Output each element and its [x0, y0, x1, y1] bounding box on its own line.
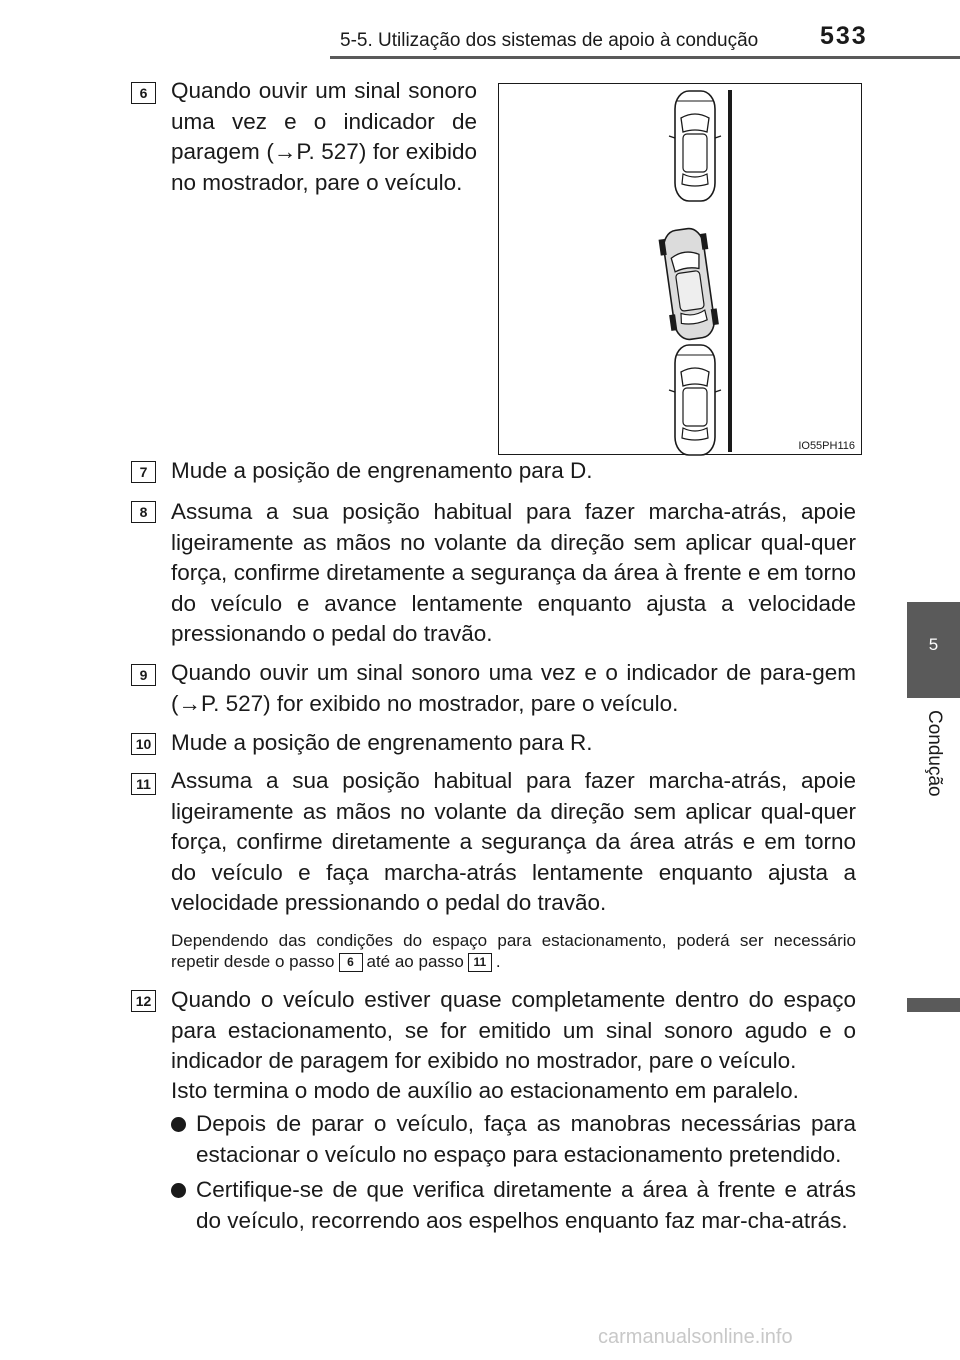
watermark: carmanualsonline.info: [598, 1326, 793, 1348]
section-title: 5-5. Utilização dos sistemas de apoio à condução: [340, 30, 759, 51]
bullet-dot-icon: [171, 1183, 186, 1198]
chapter-tab: [907, 602, 960, 1012]
parked-car-front: [669, 91, 721, 201]
step-text: Quando ouvir um sinal sonoro uma vez e o indicador de paragem (→P. 527) for exibido no mostrador, pare o veículo.: [171, 78, 477, 195]
step-text: Mude a posição de engrenamento para R.: [171, 730, 593, 755]
chapter-number: 5: [928, 635, 939, 654]
note-text-after: .: [495, 952, 501, 971]
parking-illustration: [498, 83, 862, 455]
header-rule: [330, 56, 960, 59]
step-number: 6: [131, 82, 156, 104]
bullet-text: Depois de parar o veículo, faça as manobras necessárias para estacionar o veículo no espaço para estacionamento pretendido.: [196, 1111, 856, 1167]
step-number: 11: [131, 773, 156, 795]
chapter-label: Condução: [924, 710, 945, 797]
step-number: 12: [131, 990, 156, 1012]
step-number: 8: [131, 501, 156, 523]
step-text: Quando o veículo estiver quase completamente dentro do espaço para estacionamento, se for emitido um sinal sonoro agudo e o indicador de paragem for exibido no mostrador, pare o veículo.: [171, 987, 856, 1073]
note-step-ref: 11: [468, 953, 492, 972]
note-text-before: Dependendo das condições do espaço para estacionamento, poderá ser necessário repetir desde o passo: [171, 931, 856, 971]
figure-code: IO55PH116: [798, 440, 855, 452]
repeat-note: [171, 930, 856, 972]
step-followup: Isto termina o modo de auxílio ao estacionamento em paralelo.: [171, 1078, 799, 1103]
bullet-item: [171, 1109, 856, 1170]
step-text: Mude a posição de engrenamento para D.: [171, 458, 593, 483]
step-text: Assuma a sua posição habitual para fazer marcha-atrás, apoie ligeiramente as mãos no volante da direção sem aplicar qual-quer força, confirme diretamente a segurança da área atrás e em torno do veículo e faça marcha-atrás lentamente enquanto ajusta a velocidade pressionando o pedal do travão.: [171, 768, 856, 915]
step-number: 9: [131, 664, 156, 686]
step-text: Quando ouvir um sinal sonoro uma vez e o indicador de para-gem (→P. 527) for exibido no mostrador, pare o veículo.: [171, 660, 856, 716]
step-text: Assuma a sua posição habitual para fazer marcha-atrás, apoie ligeiramente as mãos no volante da direção sem aplicar qual-quer força, confirme diretamente a segurança da área à frente e em torno do veículo e avance lentamente enquanto ajusta a velocidade pressionando o pedal do travão.: [171, 499, 856, 646]
bullet-dot-icon: [171, 1117, 186, 1132]
parked-car-rear: [669, 345, 721, 455]
bullet-item: [171, 1175, 856, 1236]
note-text-middle: até ao passo: [366, 952, 464, 971]
maneuvering-car: [658, 226, 721, 342]
note-step-ref: 6: [339, 953, 363, 972]
page-number: 533: [820, 22, 868, 50]
step-number: 10: [131, 733, 156, 755]
bullet-text: Certifique-se de que verifica diretamente a área à frente e atrás do veículo, recorrendo aos espelhos enquanto faz mar-cha-atrás.: [196, 1177, 856, 1233]
chapter-label-box: [907, 698, 960, 998]
parking-diagram: [499, 84, 863, 456]
step-number: 7: [131, 461, 156, 483]
